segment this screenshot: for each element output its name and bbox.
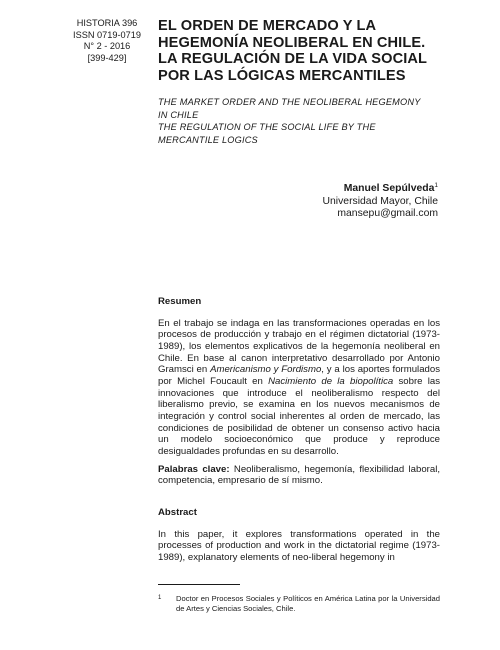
abstract-text: In this paper, it explores transformations operated in the processes of production and work in the dictatorial regime (1973-1989), explanatory elements of neo-liberal hegemony in	[158, 528, 440, 563]
author-email[interactable]: mansepu@gmail.com	[337, 208, 438, 220]
title-spanish-line: POR LAS LÓGICAS MERCANTILES	[158, 67, 406, 84]
main-content	[158, 296, 440, 563]
resumen-segment: , y a los aportes formulados por Michel Foucault en	[158, 364, 440, 387]
title-english	[158, 96, 458, 146]
title-spanish	[158, 18, 458, 84]
title-block	[158, 18, 458, 146]
resumen-heading: Resumen	[158, 296, 202, 307]
title-english-line: THE MARKET ORDER AND THE NEOLIBERAL HEGEMONY	[158, 97, 421, 107]
title-spanish-line: LA REGULACIÓN DE LA VIDA SOCIAL	[158, 51, 428, 67]
resumen-segment-italic: Americanismo y Fordismo	[210, 364, 322, 376]
journal-info	[68, 18, 146, 64]
title-english-line: IN CHILE	[158, 109, 199, 120]
title-english-line: THE REGULATION OF THE SOCIAL LIFE BY THE	[158, 122, 376, 133]
author-block	[323, 180, 439, 221]
keywords-label: Palabras clave:	[158, 463, 230, 475]
footnote-mark: 1	[158, 595, 162, 601]
journal-issn: ISSN 0719-0719	[73, 29, 141, 40]
title-spanish-line: HEGEMONÍA NEOLIBERAL EN CHILE.	[158, 34, 426, 51]
title-english-line: MERCANTILE LOGICS	[158, 134, 258, 145]
journal-issue: N° 2 - 2016	[83, 41, 131, 51]
journal-pages: [399-429]	[87, 52, 127, 63]
resumen-segment: En el trabajo se indaga en las transformaciones operadas en los procesos de producción y trabajo en el régimen dictatorial (1973-1989), los elementos explicativos de la hegemonía neoliberal en Chile. En base al canon interpretativo desarrollado por Antonio Gramsci en	[158, 317, 440, 376]
resumen-text	[158, 318, 440, 458]
resumen-segment: sobre las innovaciones que introduce el neoliberalismo respecto del liberalismo previo, se examina en los nuevos mecanismos de integración y control social inherentes al orden de mercado, las condiciones de posibilidad de obtener un consenso activo hacia un modelo socioeconómico que produce y reproduce desigualdades profundas en su desarrollo.	[158, 375, 441, 457]
author-footnote-mark[interactable]: 1	[434, 182, 438, 189]
footnote	[158, 594, 440, 614]
author-name: Manuel Sepúlveda	[343, 183, 435, 194]
footnote-divider	[158, 584, 240, 585]
author-name-line	[323, 180, 439, 196]
keywords-text: Neoliberalismo, hegemonía, flexibilidad laboral, competencia, empresario de sí mismo.	[158, 463, 441, 487]
keywords	[158, 464, 440, 487]
resumen-segment-italic: Nacimiento de la biopolítica	[268, 375, 394, 387]
abstract-heading: Abstract	[158, 506, 197, 518]
journal-name: HISTORIA 396	[76, 18, 138, 28]
footnote-text: Doctor en Procesos Sociales y Políticos en América Latina por la Universidad de Artes y Ciencias Sociales, Chile.	[176, 594, 440, 613]
title-spanish-line: EL ORDEN DE MERCADO Y LA	[158, 18, 377, 34]
author-affiliation: Universidad Mayor, Chile	[322, 195, 438, 207]
